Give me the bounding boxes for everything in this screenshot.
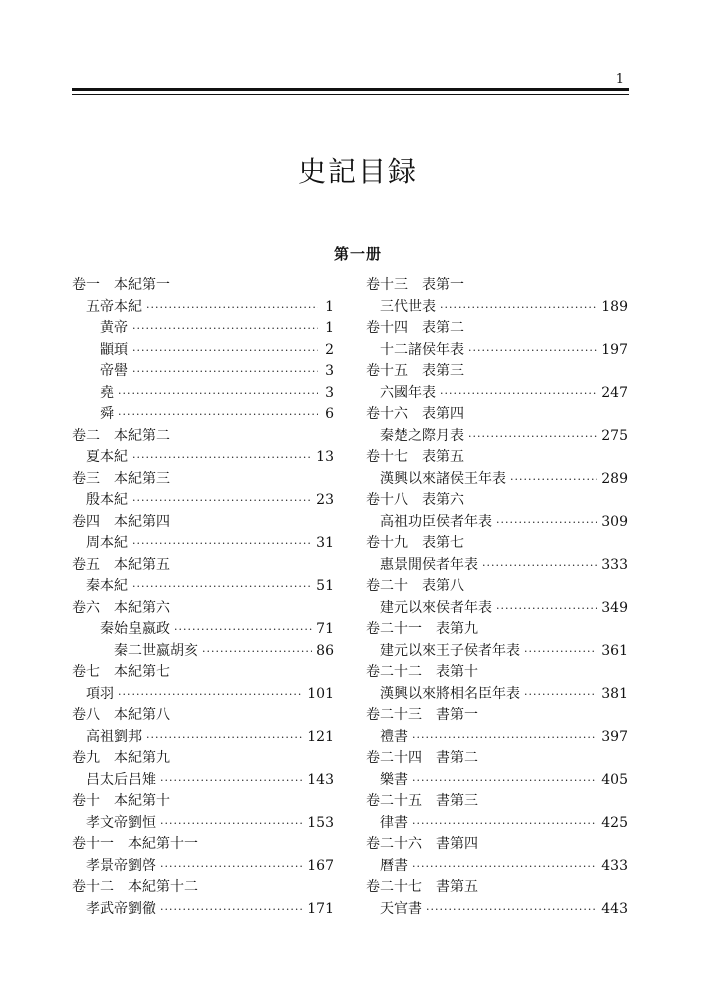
- toc-chapter-heading: [72, 555, 334, 577]
- toc-entry-label: 孝景帝劉啓: [86, 857, 156, 874]
- toc-entry-label: 卷五 本紀第五: [72, 556, 170, 573]
- toc-page-number: 167: [307, 857, 334, 874]
- toc-entry-label: 卷十四 表第二: [366, 320, 464, 336]
- toc-page-number: 275: [601, 427, 628, 444]
- toc-page-number: 197: [601, 341, 628, 358]
- toc-entry: [72, 619, 334, 641]
- toc-entry: [366, 340, 628, 362]
- toc-chapter-heading: [366, 576, 628, 598]
- toc-entry: [366, 469, 628, 491]
- toc-chapter-heading: [72, 705, 334, 727]
- dot-leader: [146, 297, 318, 319]
- page-number: 1: [615, 72, 624, 87]
- page-title: 史記目録: [297, 155, 418, 188]
- toc-entry: [72, 641, 334, 663]
- dot-leader: [160, 770, 303, 792]
- toc-entry-label: 六國年表: [380, 384, 436, 401]
- toc-entry: [72, 576, 334, 598]
- toc-entry: [72, 361, 334, 383]
- dot-leader: [146, 727, 303, 749]
- toc-chapter-heading: [72, 469, 334, 491]
- dot-leader: [132, 533, 312, 555]
- toc-entry-label: 漢興以來諸侯王年表: [380, 470, 506, 487]
- toc-left-column: [72, 275, 334, 920]
- toc-entry-label: 孝文帝劉恒: [86, 814, 156, 831]
- toc-entry-label: 天官書: [380, 900, 422, 917]
- dot-leader: [468, 426, 597, 448]
- toc-page-number: 23: [316, 492, 334, 508]
- toc-entry-label: 卷十六 表第四: [366, 406, 464, 422]
- toc-entry-label: 卷二十一 表第九: [366, 621, 478, 637]
- toc-entry-label: 卷二 本紀第二: [72, 427, 170, 444]
- toc-entry-label: 卷二十二 表第十: [366, 664, 478, 680]
- toc-page-number: 86: [316, 642, 334, 659]
- toc-entry: [72, 770, 334, 792]
- toc-entry: [72, 684, 334, 706]
- toc-chapter-heading: [72, 426, 334, 448]
- toc-entry-label: 三代世表: [380, 298, 436, 315]
- dot-leader: [440, 297, 597, 319]
- toc-entry: [366, 383, 628, 405]
- dot-leader: [132, 318, 318, 340]
- toc-chapter-heading: [72, 275, 334, 297]
- toc-entry-label: 建元以來侯者年表: [380, 599, 492, 616]
- toc-entry: [72, 490, 334, 512]
- toc-page-number: 2: [325, 341, 334, 358]
- toc-page-number: 51: [316, 578, 334, 594]
- toc-entry-label: 卷二十三 書第一: [366, 707, 478, 723]
- toc-entry: [366, 598, 628, 620]
- dot-leader: [412, 770, 597, 792]
- header-rule-thin: [72, 94, 629, 95]
- toc-entry-label: 舜: [100, 406, 114, 422]
- dot-leader: [524, 684, 597, 706]
- toc-entry-label: 惠景閒侯者年表: [380, 556, 478, 573]
- toc-chapter-heading: [366, 275, 628, 297]
- toc-right-column: [366, 275, 628, 920]
- toc-entry-label: 卷六 本紀第六: [72, 599, 170, 616]
- toc-entry-label: 卷三 本紀第三: [72, 470, 170, 487]
- toc-entry-label: 建元以來王子侯者年表: [380, 642, 520, 659]
- toc-entry-label: 卷十 本紀第十: [72, 793, 170, 809]
- toc-chapter-heading: [366, 318, 628, 340]
- dot-leader: [510, 469, 597, 491]
- toc-entry: [366, 297, 628, 319]
- toc-page-number: 349: [601, 599, 628, 616]
- toc-entry-label: 殷本紀: [86, 492, 128, 508]
- dot-leader: [160, 813, 303, 835]
- toc-entry-label: 吕太后吕雉: [86, 771, 156, 788]
- toc-chapter-heading: [366, 533, 628, 555]
- toc-entry-label: 黄帝: [100, 320, 128, 336]
- dot-leader: [132, 340, 318, 362]
- toc-entry-label: 卷四 本紀第四: [72, 513, 170, 530]
- toc-chapter-heading: [366, 791, 628, 813]
- toc-chapter-heading: [366, 447, 628, 469]
- toc-entry-label: 卷二十五 書第三: [366, 793, 478, 809]
- toc-entry: [366, 856, 628, 878]
- toc-entry-label: 漢興以來將相名臣年表: [380, 685, 520, 702]
- toc-entry-label: 秦本紀: [86, 578, 128, 594]
- toc-entry: [72, 727, 334, 749]
- toc-entry-label: 卷十二 本紀第十二: [72, 879, 198, 895]
- toc-entry: [72, 383, 334, 405]
- toc-page-number: 289: [601, 470, 628, 487]
- toc-page-number: 153: [307, 814, 334, 831]
- toc-entry-label: 卷七 本紀第七: [72, 664, 170, 680]
- toc-chapter-heading: [366, 490, 628, 512]
- toc-page-number: 381: [601, 685, 628, 702]
- toc-entry-label: 卷十八 表第六: [366, 492, 464, 508]
- toc-chapter-heading: [366, 404, 628, 426]
- toc-entry: [72, 340, 334, 362]
- toc-entry-label: 卷二十四 書第二: [366, 750, 478, 766]
- toc-chapter-heading: [366, 662, 628, 684]
- toc-page-number: 425: [601, 814, 628, 831]
- toc-entry: [72, 899, 334, 921]
- toc-page-number: 171: [307, 900, 334, 917]
- toc-entry: [72, 447, 334, 469]
- dot-leader: [132, 576, 312, 598]
- toc-entry-label: 秦始皇嬴政: [100, 621, 170, 637]
- toc-page-number: 3: [325, 384, 334, 401]
- toc-page-number: 333: [601, 556, 628, 573]
- toc-entry-label: 卷二十 表第八: [366, 578, 464, 594]
- toc-entry: [366, 813, 628, 835]
- toc-page-number: 13: [316, 449, 334, 465]
- toc-page-number: 309: [601, 513, 628, 530]
- toc-chapter-heading: [72, 598, 334, 620]
- toc-entry-label: 卷十三 表第一: [366, 277, 464, 293]
- toc-entry-label: 禮書: [380, 728, 408, 745]
- toc-entry: [366, 770, 628, 792]
- dot-leader: [412, 813, 597, 835]
- volume-heading: 第一册: [333, 245, 382, 263]
- toc-page-number: 6: [325, 406, 334, 422]
- toc-entry-label: 卷十七 表第五: [366, 449, 464, 465]
- dot-leader: [174, 619, 312, 641]
- dot-leader: [440, 383, 597, 405]
- toc-chapter-heading: [72, 512, 334, 534]
- toc-page-number: 247: [601, 384, 628, 401]
- dot-leader: [496, 598, 597, 620]
- toc-entry-label: 秦楚之際月表: [380, 427, 464, 444]
- toc-page-number: 143: [307, 771, 334, 788]
- toc-entry-label: 樂書: [380, 771, 408, 788]
- toc-page-number: 189: [601, 298, 628, 315]
- toc-entry-label: 夏本紀: [86, 449, 128, 465]
- toc-entry: [72, 297, 334, 319]
- dot-leader: [160, 899, 303, 921]
- toc-entry-label: 秦二世嬴胡亥: [114, 642, 198, 659]
- toc-chapter-heading: [366, 361, 628, 383]
- dot-leader: [202, 641, 312, 663]
- toc-entry: [72, 856, 334, 878]
- toc-chapter-heading: [366, 705, 628, 727]
- toc-page-number: 397: [601, 728, 628, 745]
- toc-page-number: 3: [325, 363, 334, 379]
- dot-leader: [468, 340, 597, 362]
- toc-entry: [366, 684, 628, 706]
- toc-entry-label: 高祖功臣侯者年表: [380, 513, 492, 530]
- toc-page-number: 31: [316, 535, 334, 551]
- toc-entry: [72, 813, 334, 835]
- toc-chapter-heading: [72, 877, 334, 899]
- dot-leader: [118, 404, 318, 426]
- toc-entry-label: 堯: [100, 384, 114, 401]
- toc-entry-label: 卷十五 表第三: [366, 363, 464, 379]
- toc-entry-label: 項羽: [86, 685, 114, 702]
- toc-entry-label: 曆書: [380, 857, 408, 874]
- toc-page-number: 1: [325, 298, 334, 315]
- toc-entry-label: 十二諸侯年表: [380, 341, 464, 358]
- toc-page-number: 121: [307, 728, 334, 745]
- dot-leader: [132, 490, 312, 512]
- dot-leader: [482, 555, 597, 577]
- toc-entry: [72, 318, 334, 340]
- toc-page-number: 1: [325, 320, 334, 336]
- dot-leader: [412, 856, 597, 878]
- toc-entry: [366, 426, 628, 448]
- toc-page-number: 405: [601, 771, 628, 788]
- toc-entry-label: 卷十一 本紀第十一: [72, 836, 198, 852]
- toc-entry: [366, 899, 628, 921]
- toc-entry-label: 顓頊: [100, 341, 128, 358]
- dot-leader: [524, 641, 597, 663]
- toc-page-number: 361: [601, 642, 628, 659]
- toc-entry: [72, 533, 334, 555]
- dot-leader: [160, 856, 303, 878]
- toc-entry: [366, 555, 628, 577]
- dot-leader: [132, 447, 312, 469]
- header-rule-thick: [72, 88, 629, 91]
- toc-chapter-heading: [72, 791, 334, 813]
- toc-entry: [366, 727, 628, 749]
- toc-chapter-heading: [72, 834, 334, 856]
- toc-entry: [72, 404, 334, 426]
- toc-page-number: 433: [601, 857, 628, 874]
- toc-entry-label: 卷十九 表第七: [366, 535, 464, 551]
- dot-leader: [412, 727, 597, 749]
- dot-leader: [132, 361, 318, 383]
- toc-chapter-heading: [366, 748, 628, 770]
- toc-entry-label: 律書: [380, 814, 408, 831]
- toc-entry-label: 卷二十七 書第五: [366, 879, 478, 895]
- toc-chapter-heading: [72, 662, 334, 684]
- dot-leader: [496, 512, 597, 534]
- toc-entry-label: 卷八 本紀第八: [72, 707, 170, 723]
- toc-entry-label: 高祖劉邦: [86, 728, 142, 745]
- toc-chapter-heading: [72, 748, 334, 770]
- toc-entry-label: 孝武帝劉徹: [86, 900, 156, 917]
- toc-entry-label: 五帝本紀: [86, 298, 142, 315]
- toc-chapter-heading: [366, 834, 628, 856]
- toc-page-number: 443: [601, 900, 628, 917]
- toc-entry: [366, 641, 628, 663]
- dot-leader: [426, 899, 597, 921]
- toc-page-number: 71: [316, 621, 334, 637]
- toc-entry-label: 周本紀: [86, 535, 128, 551]
- toc-page-number: 101: [307, 685, 334, 702]
- dot-leader: [118, 383, 318, 405]
- toc-entry-label: 卷一 本紀第一: [72, 277, 170, 293]
- toc-chapter-heading: [366, 619, 628, 641]
- toc-entry-label: 帝嚳: [100, 363, 128, 379]
- dot-leader: [118, 684, 303, 706]
- toc-chapter-heading: [366, 877, 628, 899]
- toc-entry-label: 卷二十六 書第四: [366, 836, 478, 852]
- toc-entry-label: 卷九 本紀第九: [72, 750, 170, 766]
- toc-entry: [366, 512, 628, 534]
